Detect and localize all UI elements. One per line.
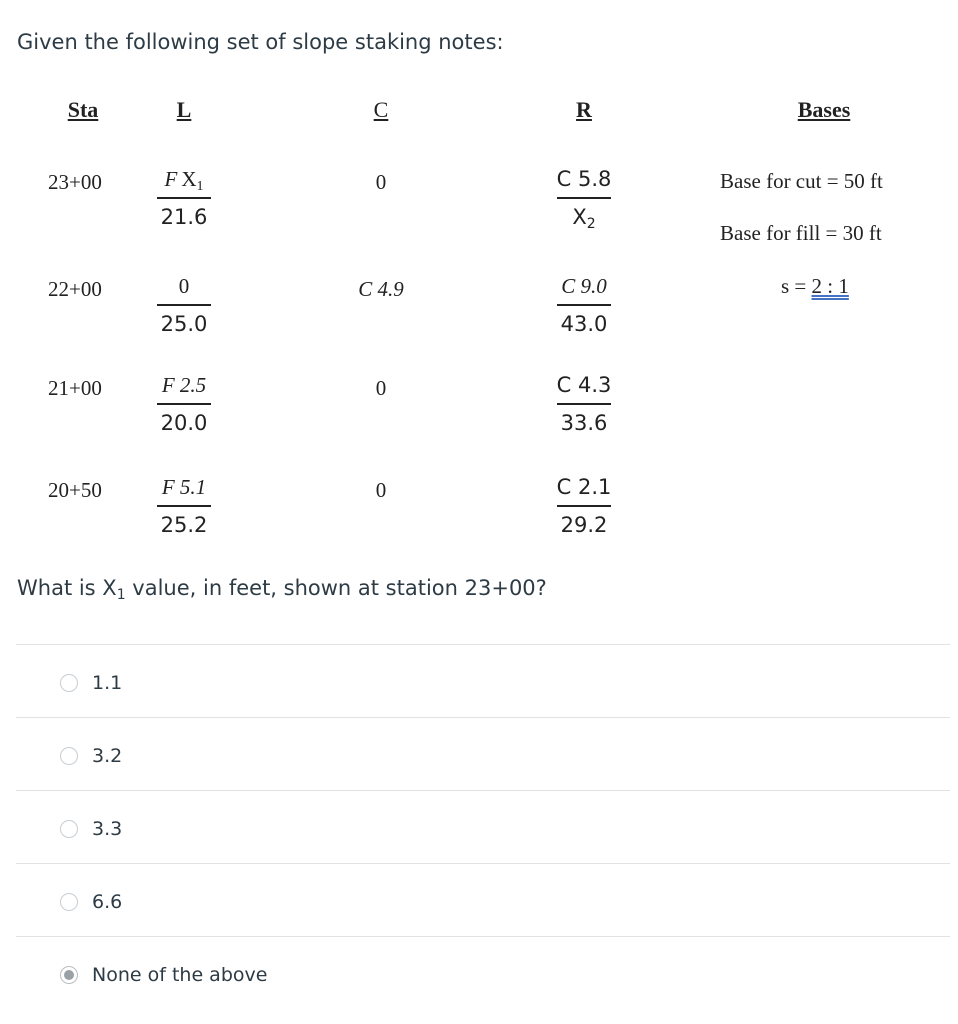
left-denominator: 21.6 <box>160 205 208 229</box>
option-label: 6.6 <box>92 891 123 913</box>
left-fraction <box>149 165 219 231</box>
station-label: 22+00 <box>48 277 102 301</box>
answer-option-1-1[interactable] <box>60 670 122 696</box>
left-numerator: F 2.5 <box>161 373 207 397</box>
right-numerator: C 4.3 <box>556 373 612 397</box>
radio-button-selected[interactable] <box>60 966 78 984</box>
answer-option-none-of-the-above[interactable] <box>60 962 267 988</box>
option-divider <box>16 936 950 937</box>
left-numerator: F 5.1 <box>161 475 207 499</box>
fraction-bar <box>157 197 211 199</box>
right-denominator: $X_2$ <box>572 205 596 232</box>
fraction-bar <box>557 197 611 199</box>
option-divider <box>16 790 950 791</box>
fraction-bar <box>557 505 611 507</box>
option-label: 1.1 <box>92 672 123 694</box>
right-numerator: C 5.8 <box>556 167 612 191</box>
right-numerator: C 2.1 <box>556 475 612 499</box>
base-for-fill: Base for fill = 30 ft <box>720 221 882 245</box>
answer-option-3-2[interactable] <box>60 743 122 769</box>
left-fraction <box>149 473 219 539</box>
header-r: R <box>576 97 592 122</box>
radio-button[interactable] <box>60 820 78 838</box>
right-fraction <box>549 371 619 437</box>
option-divider <box>16 863 950 864</box>
option-label: 3.2 <box>92 745 123 767</box>
header-l: L <box>176 97 192 122</box>
fraction-bar <box>557 403 611 405</box>
left-denominator: 25.0 <box>160 312 208 336</box>
slope-ratio: s = 2 : 1 <box>781 274 849 298</box>
right-denominator: 43.0 <box>560 312 608 336</box>
left-denominator: 25.2 <box>160 513 208 537</box>
base-for-cut: Base for cut = 50 ft <box>720 169 883 193</box>
right-numerator: C 9.0 <box>561 274 607 298</box>
left-denominator: 20.0 <box>160 411 208 435</box>
right-fraction <box>549 272 619 338</box>
right-fraction <box>549 165 619 231</box>
radio-dot <box>64 970 74 980</box>
radio-button[interactable] <box>60 893 78 911</box>
center-value: 0 <box>375 170 387 194</box>
right-denominator: 33.6 <box>560 411 608 435</box>
fraction-bar <box>157 403 211 405</box>
fraction-bar <box>157 505 211 507</box>
answer-option-6-6[interactable] <box>60 889 122 915</box>
center-value: C 4.9 <box>358 277 404 301</box>
right-fraction <box>549 473 619 539</box>
question-text: What is $X_1$ value, in feet, shown at station 23+00? <box>17 576 547 603</box>
left-fraction <box>149 371 219 437</box>
answer-option-3-3[interactable] <box>60 816 122 842</box>
fraction-bar <box>557 304 611 306</box>
station-label: 20+50 <box>48 478 102 502</box>
intro-text: Given the following set of slope staking notes: <box>17 30 504 54</box>
left-numerator: F $X_1$ <box>164 167 204 194</box>
header-c: C <box>373 97 389 122</box>
option-divider <box>16 644 950 645</box>
center-value: 0 <box>375 376 387 400</box>
station-label: 21+00 <box>48 376 102 400</box>
option-divider <box>16 717 950 718</box>
left-fraction <box>149 272 219 338</box>
right-denominator: 29.2 <box>560 513 608 537</box>
left-numerator: 0 <box>178 274 190 298</box>
header-bases: Bases <box>797 97 851 122</box>
option-label: 3.3 <box>92 818 123 840</box>
radio-button[interactable] <box>60 747 78 765</box>
fraction-bar <box>157 304 211 306</box>
station-label: 23+00 <box>48 170 102 194</box>
radio-button[interactable] <box>60 674 78 692</box>
header-sta: Sta <box>67 97 99 122</box>
center-value: 0 <box>375 478 387 502</box>
option-label: None of the above <box>92 964 268 986</box>
